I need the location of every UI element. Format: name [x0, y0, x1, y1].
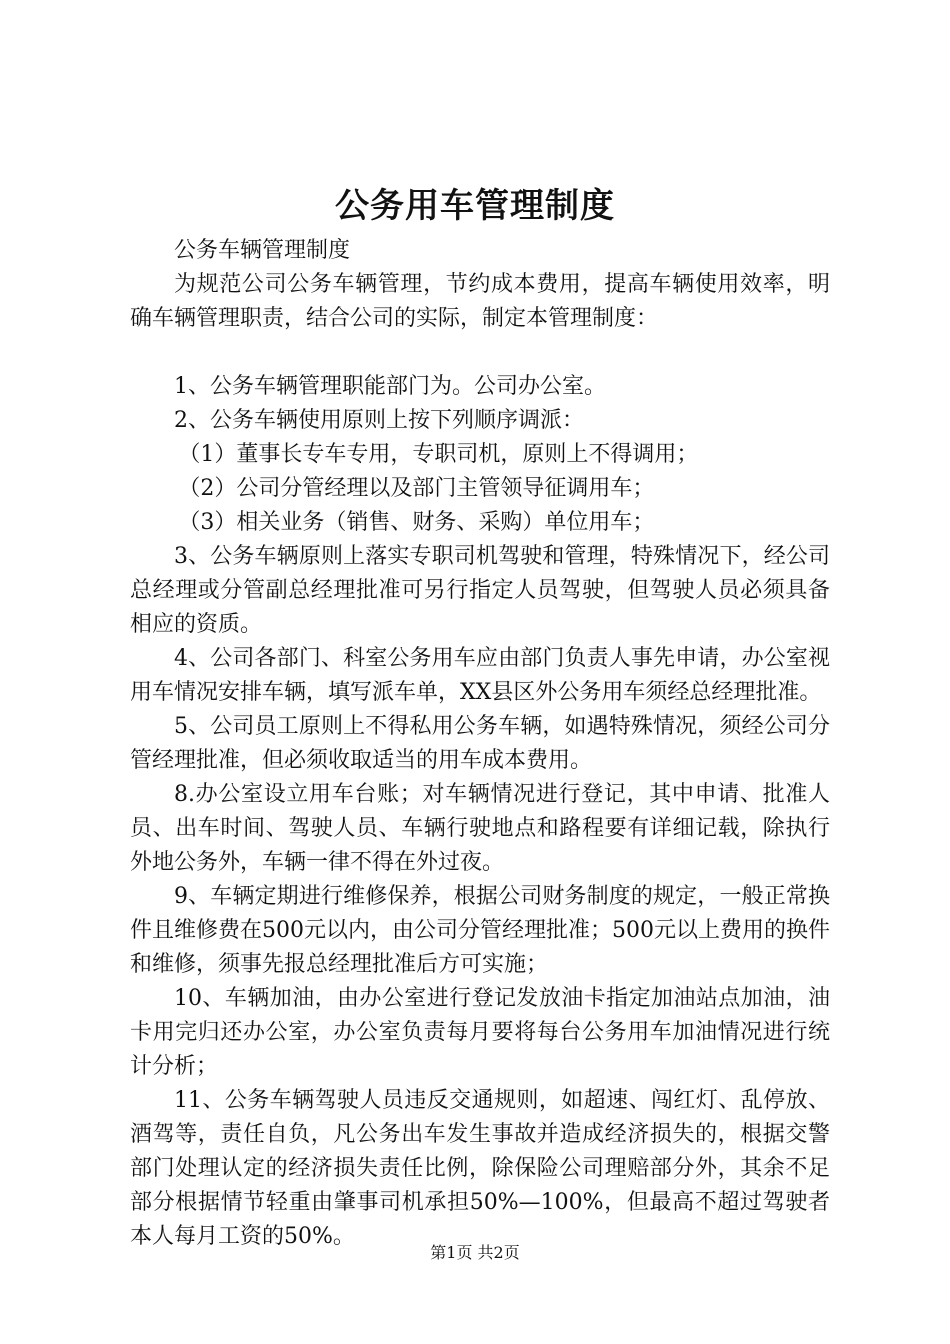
paragraph-item-5: 5、公司员工原则上不得私用公务车辆，如遇特殊情况，须经公司分管经理批准，但必须收取适当的用车成本费用。 — [130, 714, 830, 773]
paragraph-item-11: 11、公务车辆驾驶人员违反交通规则，如超速、闯红灯、乱停放、酒驾等，责任自负，凡公务出车发生事故并造成经济损失的，根据交警部门处理认定的经济损失责任比例，除保险公司理赔部分外，其余不足部分根据情节轻重由肇事司机承担50%—100%，但最高不超过驾驶者本人每月工资的50%。 — [130, 1088, 830, 1249]
paragraph-intro: 为规范公司公务车辆管理，节约成本费用，提高车辆使用效率，明确车辆管理职责，结合公司的实际，制定本管理制度： — [130, 272, 830, 331]
paragraph-item-2: 2、公务车辆使用原则上按下列顺序调派： — [174, 408, 584, 433]
document-title: 公务用车管理制度 — [335, 186, 615, 226]
paragraph-subitem-3: （3）相关业务（销售、财务、采购）单位用车； — [178, 510, 655, 535]
paragraph-heading: 公务车辆管理制度 — [174, 238, 351, 263]
paragraph-item-10: 10、车辆加油，由办公室进行登记发放油卡指定加油站点加油，油卡用完归还办公室，办公室负责每月要将每台公务用车加油情况进行统计分析； — [130, 986, 830, 1079]
paragraph-item-3: 3、公务车辆原则上落实专职司机驾驶和管理，特殊情况下，经公司总经理或分管副总经理批准可另行指定人员驾驶，但驾驶人员必须具备相应的资质。 — [130, 544, 830, 637]
page-number-footer: 第1页 共2页 — [430, 1243, 520, 1262]
paragraph-item-9: 9、车辆定期进行维修保养，根据公司财务制度的规定，一般正常换件且维修费在500元以内，由公司分管经理批准；500元以上费用的换件和维修，须事先报总经理批准后方可实施； — [130, 884, 830, 977]
blank-line — [130, 336, 830, 370]
paragraph-subitem-2: （2）公司分管经理以及部门主管领导征调用车； — [178, 476, 655, 501]
paragraph-item-1: 1、公务车辆管理职能部门为。公司办公室。 — [174, 374, 606, 399]
paragraph-subitem-1: （1）董事长专车专用，专职司机，原则上不得调用； — [178, 442, 699, 467]
paragraph-item-4: 4、公司各部门、科室公务用车应由部门负责人事先申请，办公室视用车情况安排车辆，填写派车单，XX县区外公务用车须经总经理批准。 — [130, 646, 830, 705]
document-body — [130, 234, 830, 1254]
paragraph-item-8: 8.办公室设立用车台账；对车辆情况进行登记，其中申请、批准人员、出车时间、驾驶人员、车辆行驶地点和路程要有详细记载，除执行外地公务外，车辆一律不得在外过夜。 — [130, 782, 830, 875]
